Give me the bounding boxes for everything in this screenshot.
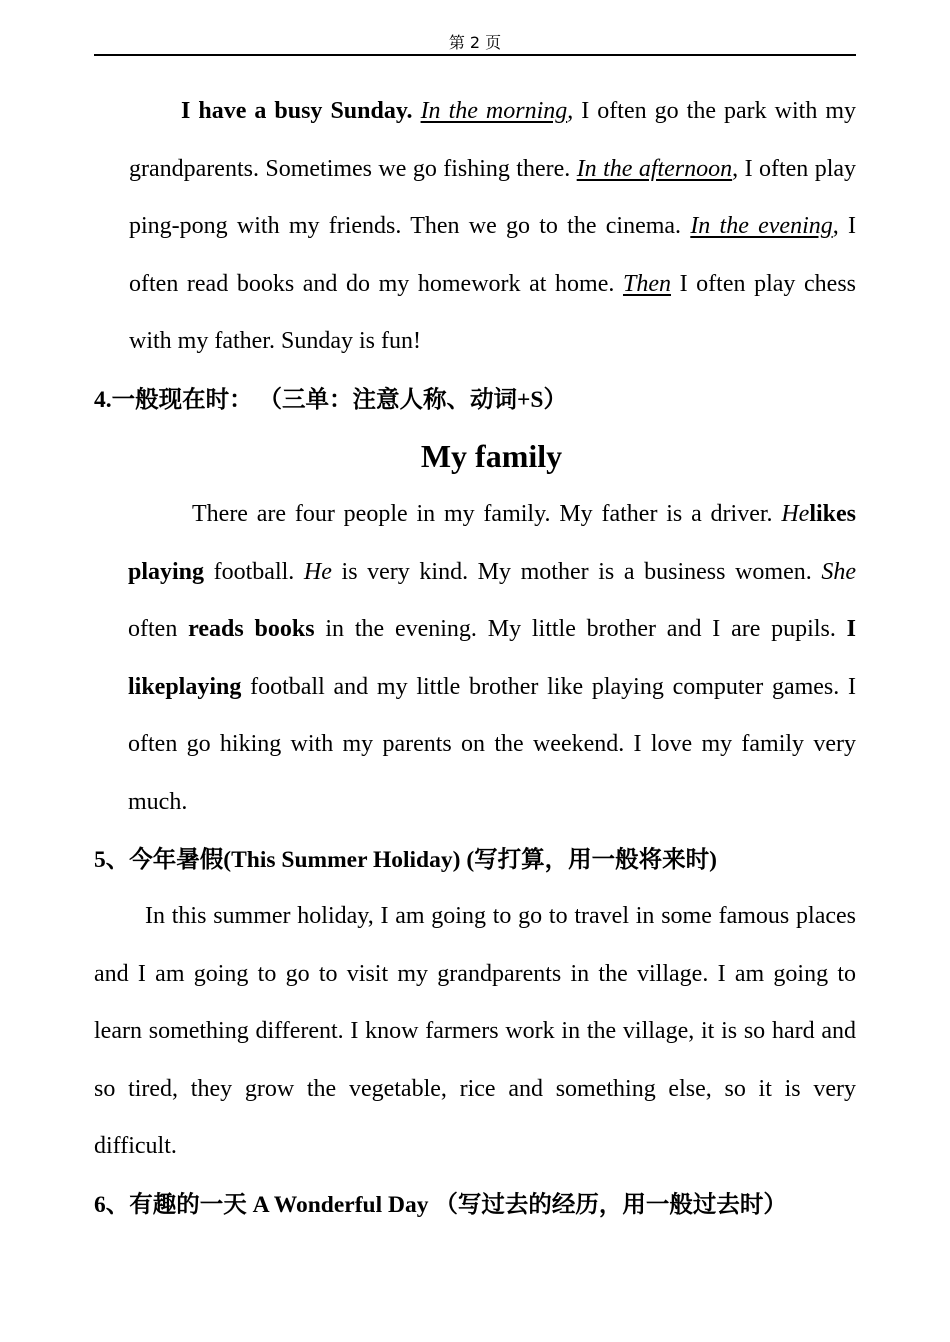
- essay-text: , I often read books and do my homework at home.: [129, 213, 857, 297]
- essay-text: , I often play ping-pong with my friends. Then we go to the cinema.: [129, 155, 857, 239]
- essay-text: in the evening. My little brother and I are pupils.: [314, 616, 847, 642]
- essay-text: football and my little brother like playing computer games. I often go hiking with my parents on the weekend. I love my family very much.: [128, 673, 856, 815]
- pronoun-she: She: [821, 558, 857, 585]
- time-phrase-evening: In the evening: [690, 213, 833, 239]
- time-phrase-afternoon: In the afternoon: [576, 155, 733, 182]
- essay-busy-sunday: [129, 83, 856, 371]
- page-header: [94, 32, 856, 54]
- essay-text: , I often go the park with my grandparents. Sometimes we go fishing there.: [129, 98, 857, 182]
- essay-text: football.: [204, 558, 304, 585]
- sequence-word-then: Then: [622, 270, 671, 297]
- essay-text: is very kind. My mother is a business women.: [331, 558, 822, 585]
- essay-summer-holiday: In this summer holiday, I am going to go to travel in some famous places and I am going to go to visit my grandparents in the village. I am going to learn something different. I know farmers work in the village, it is so hard and so tired, they grow the vegetable, rice and something else, so it is very difficult.: [94, 903, 856, 1159]
- essay-my-family: [128, 486, 856, 831]
- section-heading-6: 6、有趣的一天 A Wonderful Day （写过去的经历，用一般过去时）: [94, 1192, 787, 1218]
- essay-text: often: [128, 616, 189, 642]
- verb-phrase-i-like-playing: I likeplaying: [128, 616, 857, 700]
- verb-phrase-likes-playing: likes playing: [128, 501, 856, 585]
- essay-lead-sentence: I have a busy Sunday.: [181, 98, 413, 124]
- pronoun-he: He: [303, 558, 332, 585]
- pronoun-he: He: [781, 501, 810, 527]
- essay-text: There are four people in my family. My father is a driver.: [192, 501, 782, 527]
- section-heading-4: 4.一般现在时： （三单：注意人称、动词+S）: [94, 387, 567, 413]
- page-number-label: 第 2 页: [448, 33, 502, 52]
- verb-phrase-reads-books: reads books: [188, 616, 315, 642]
- section-heading-5: 5、今年暑假(This Summer Holiday) (写打算，用一般将来时): [94, 847, 717, 873]
- essay-text: I often play chess with my father. Sunday is fun!: [129, 270, 857, 354]
- header-rule: [94, 54, 856, 56]
- essay-title: My family: [420, 438, 563, 474]
- time-phrase-morning: In the morning: [420, 98, 568, 124]
